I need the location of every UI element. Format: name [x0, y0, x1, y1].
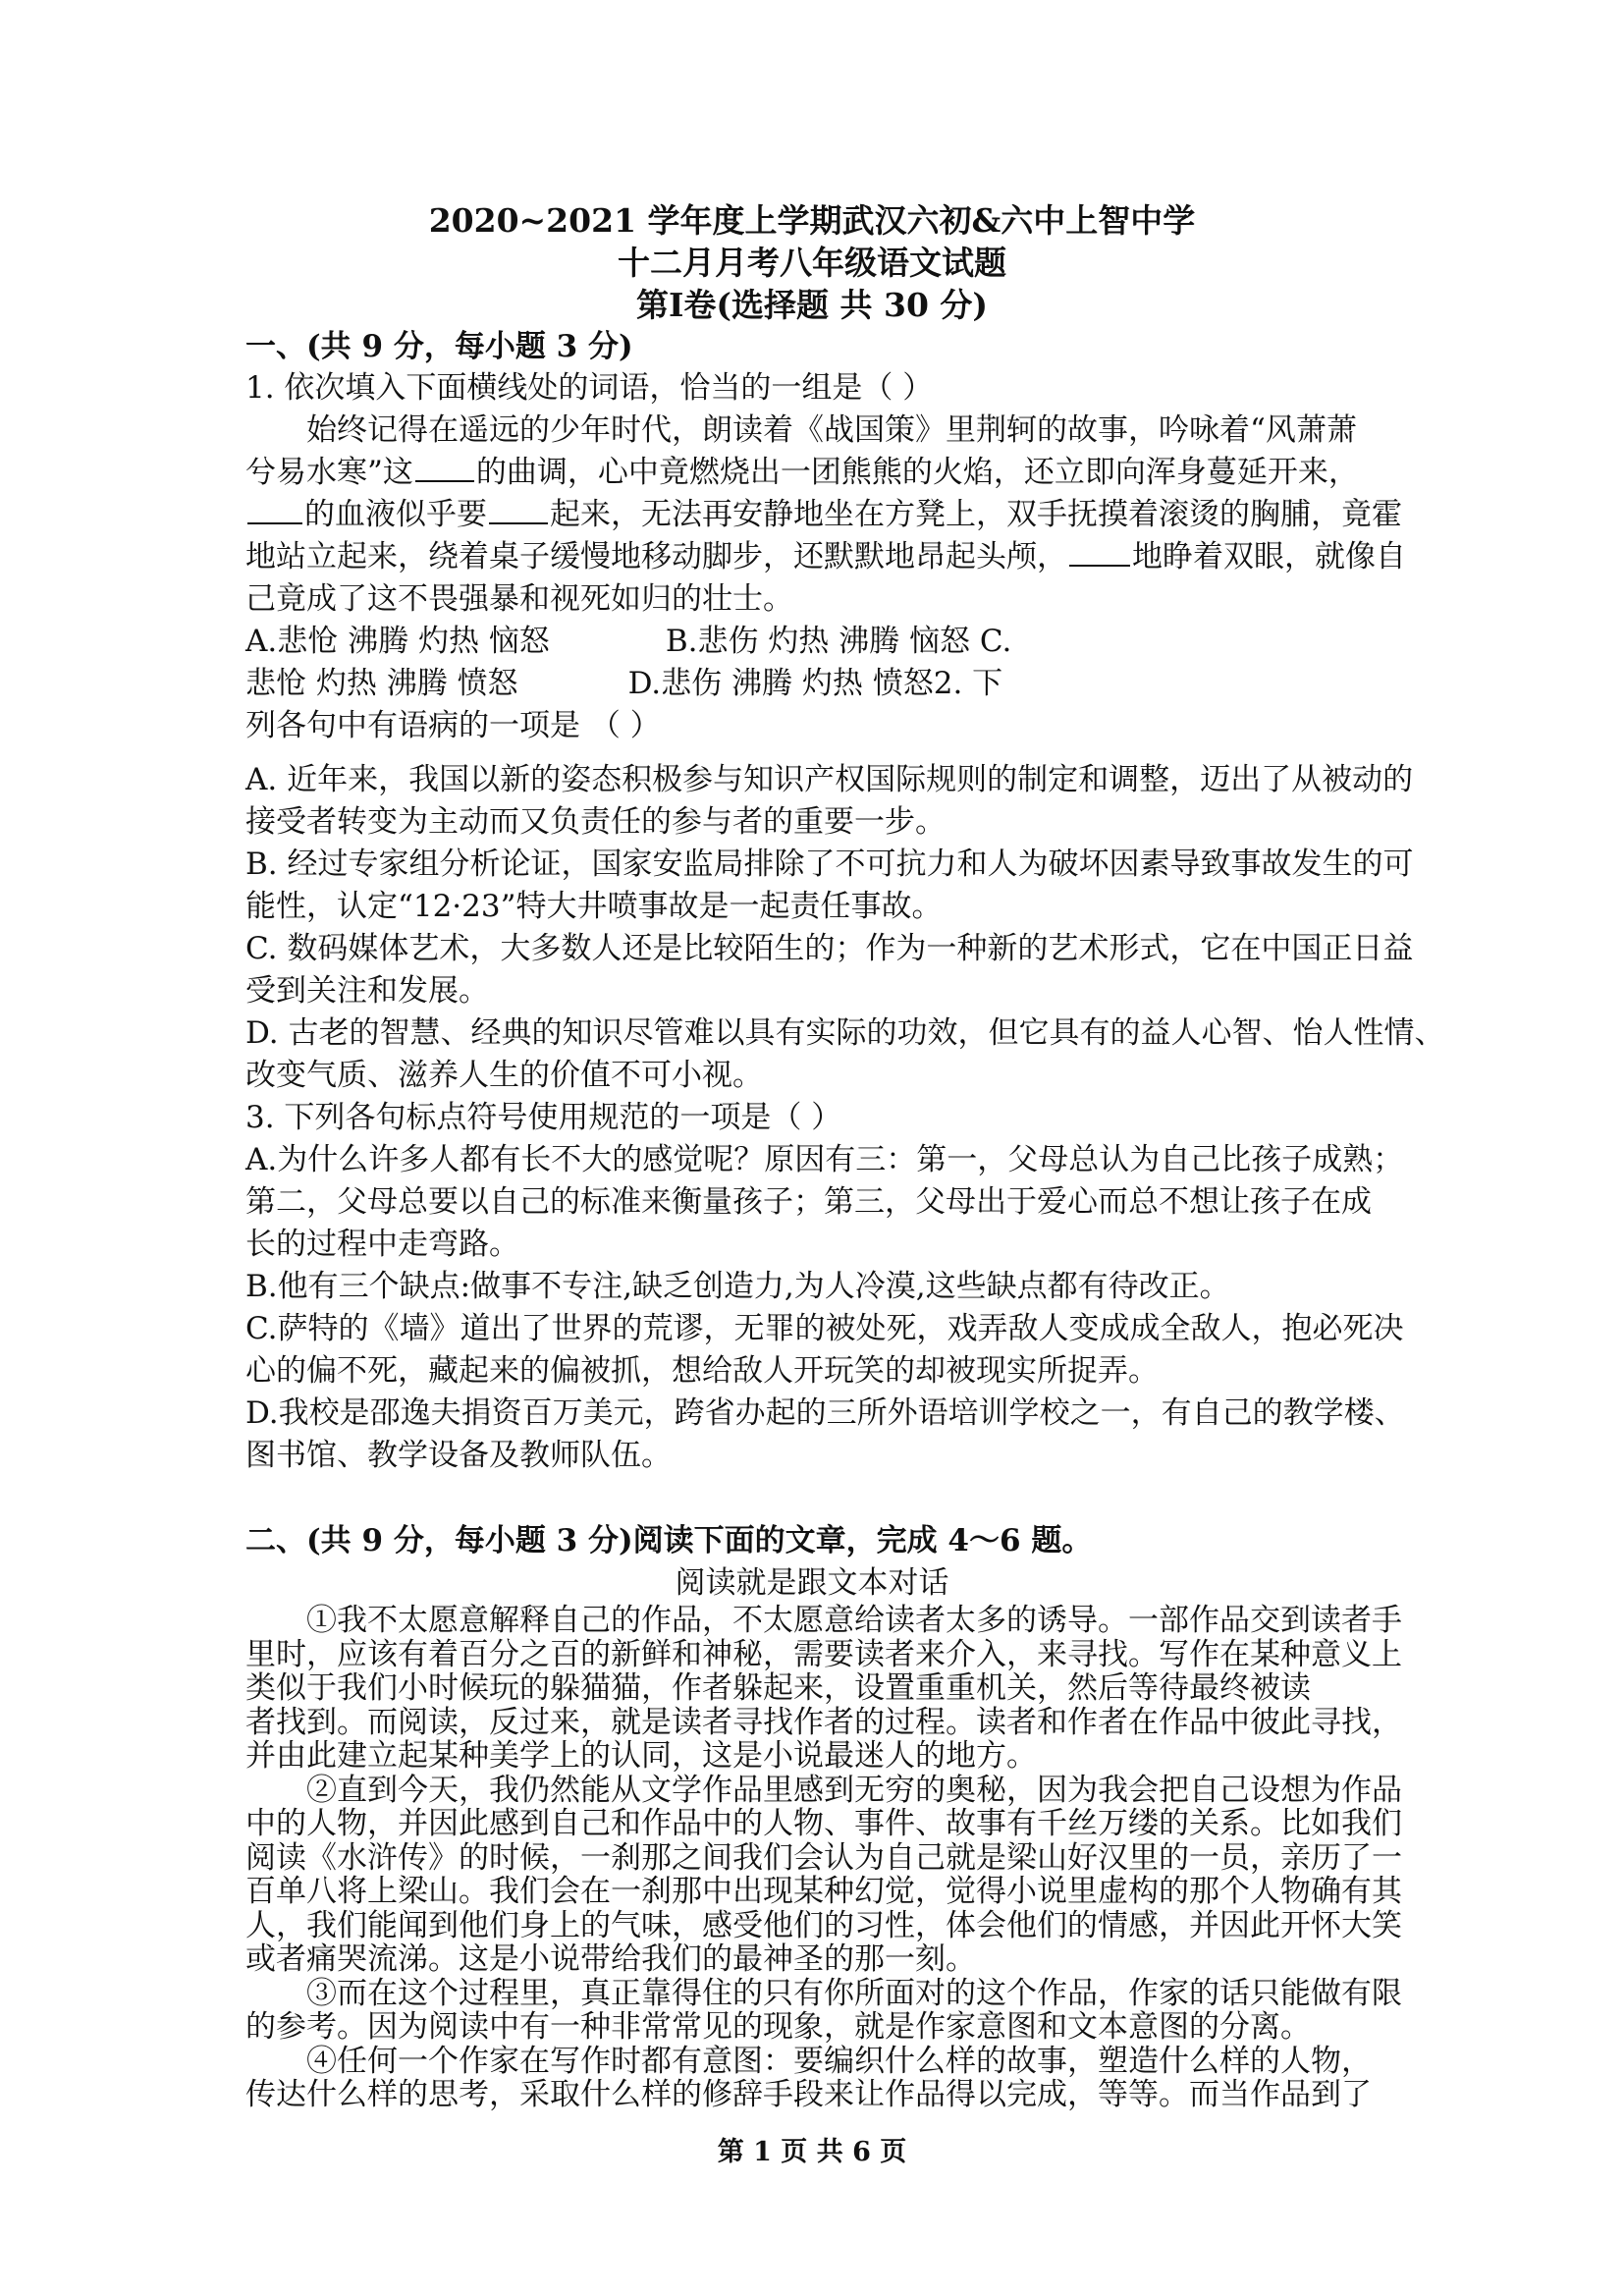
question-2-option-a: A. 近年来，我国以新的姿态积极参与知识产权国际规则的制定和调整，迈出了从被动的 [245, 762, 1414, 797]
article-paragraph-3-line: 的参考。因为阅读中有一种非常常见的现象，就是作家意图和文本意图的分离。 [245, 2009, 1311, 2045]
question-3-stem: 3. 下列各句标点符号使用规范的一项是（ ） [245, 1100, 842, 1135]
article-paragraph-4-line: ④任何一个作家在写作时都有意图：要编织什么样的故事，塑造什么样的人物， [306, 2043, 1372, 2079]
fill-blank [1069, 535, 1130, 567]
passage-text: 的血液似乎要 [304, 497, 487, 532]
article-paragraph-1-line: ①我不太愿意解释自己的作品，不太愿意给读者太多的诱导。一部作品交到读者手 [306, 1603, 1402, 1638]
question-3-option-a-cont: 第二，父母总要以自己的标准来衡量孩子；第三，父母出于爱心而总不想让孩子在成 [245, 1184, 1372, 1220]
article-paragraph-2-line: 中的人物，并因此感到自己和作品中的人物、事件、故事有千丝万缕的关系。比如我们 [245, 1806, 1402, 1841]
article-paragraph-2-line: 百单八将上梁山。我们会在一刹那中出现某种幻觉，觉得小说里虚构的那个人物确有其 [245, 1874, 1402, 1909]
passage-text: 兮易水寒”这 [245, 455, 413, 490]
question-2-option-b: B. 经过专家组分析论证，国家安监局排除了不可抗力和人为破坏因素导致事故发生的可 [245, 847, 1414, 882]
page-number: 第 1 页 共 6 页 [717, 2137, 907, 2167]
article-paragraph-1-line: 者找到。而阅读，反过来，就是读者寻找作者的过程。读者和作者在作品中彼此寻找， [245, 1704, 1402, 1740]
option-a: A.悲怆 沸腾 灼热 恼怒 [245, 624, 550, 659]
article-paragraph-2-line: ②直到今天，我仍然能从文学作品里感到无穷的奥秘，因为我会把自己设想为作品 [306, 1772, 1402, 1808]
question-1-stem: 1. 依次填入下面横线处的词语，恰当的一组是（ ） [245, 370, 934, 406]
section-1-heading: 一、(共 9 分，每小题 3 分) [245, 329, 633, 364]
article-paragraph-1-line: 并由此建立起某种美学上的认同，这是小说最迷人的地方。 [245, 1738, 1037, 1774]
article-paragraph-3-line: ③而在这个过程里，真正靠得住的只有你所面对的这个作品，作家的话只能做有限 [306, 1975, 1402, 2011]
fill-blank [247, 493, 302, 524]
question-2-option-b-cont: 能性，认定“12·23”特大井喷事故是一起责任事故。 [245, 889, 943, 924]
question-2-option-d: D. 古老的智慧、经典的知识尽管难以具有实际的功效，但它具有的益人心智、怡人性情、 [245, 1015, 1445, 1051]
question-2-option-c: C. 数码媒体艺术，大多数人还是比较陌生的；作为一种新的艺术形式，它在中国正日益 [245, 931, 1414, 966]
question-1-passage-line: 己竟成了这不畏强暴和视死如归的壮士。 [245, 581, 793, 617]
question-3-option-d: D.我校是邵逸夫捐资百万美元，跨省办起的三所外语培训学校之一，有自己的教学楼、 [245, 1395, 1405, 1431]
passage-text: 地站立起来，绕着桌子缓慢地移动脚步，还默默地昂起头颅， [245, 539, 1067, 574]
passage-text: 起来，无法再安静地坐在方凳上，双手抚摸着滚烫的胸脯，竟霍 [550, 497, 1402, 532]
question-3-option-a: A.为什么许多人都有长不大的感觉呢？原因有三：第一，父母总认为自己比孩子成熟； [245, 1142, 1404, 1177]
question-1-passage-line: 始终记得在遥远的少年时代，朗读着《战国策》里荆轲的故事，吟咏着“风萧萧 [306, 412, 1357, 448]
article-paragraph-2-line: 人，我们能闻到他们身上的气味，感受他们的习性，体会他们的情感，并因此开怀大笑 [245, 1907, 1402, 1943]
question-3-option-c: C.萨特的《墙》道出了世界的荒谬，无罪的被处死，戏弄敌人变成成全敌人，抱必死决 [245, 1311, 1404, 1346]
option-d: D.悲伤 沸腾 灼热 愤怒2. 下 [627, 666, 1003, 701]
question-2-option-d-cont: 改变气质、滋养人生的价值不可小视。 [245, 1058, 763, 1093]
article-paragraph-1-line: 里时，应该有着百分之百的新鲜和神秘，需要读者来介入，来寻找。写作在某种意义上 [245, 1636, 1402, 1672]
article-paragraph-2-line: 阅读《水浒传》的时候，一刹那之间我们会认为自己就是梁山好汉里的一员，亲历了一 [245, 1839, 1402, 1876]
question-2-stem: 列各句中有语病的一项是 （ ） [245, 708, 661, 743]
exam-title-line-3: 第Ⅰ卷(选择题 共 30 分) [635, 286, 989, 324]
exam-title-line-1: 2020~2021 学年度上学期武汉六初&六中上智中学 [428, 201, 1196, 240]
question-2-option-c-cont: 受到关注和发展。 [245, 973, 489, 1009]
question-1-options-line [245, 662, 1002, 705]
article-paragraph-1-line: 类似于我们小时候玩的躲猫猫，作者躲起来，设置重重机关，然后等待最终被读 [245, 1670, 1311, 1706]
article-title: 阅读就是跟文本对话 [675, 1565, 949, 1601]
question-1-passage-line [245, 451, 1359, 494]
passage-text: 的曲调，心中竟燃烧出一团熊熊的火焰，还立即向浑身蔓延开来， [475, 455, 1359, 490]
article-paragraph-2-line: 或者痛哭流涕。这是小说带给我们的最神圣的那一刻。 [245, 1941, 976, 1977]
question-1-options-line [245, 620, 1011, 663]
question-2-option-a-cont: 接受者转变为主动而又负责任的参与者的重要一步。 [245, 804, 946, 840]
question-3-option-b: B.他有三个缺点:做事不专注,缺乏创造力,为人冷漠,这些缺点都有待改正。 [245, 1269, 1230, 1304]
question-1-passage-line [245, 535, 1406, 578]
exam-title-line-2: 十二月月考八年级语文试题 [618, 244, 1006, 282]
section-2-heading: 二、(共 9 分，每小题 3 分)阅读下面的文章，完成 4～6 题。 [245, 1523, 1093, 1558]
option-b: B.悲伤 灼热 沸腾 恼怒 C. [665, 624, 1012, 659]
question-3-option-a-cont: 长的过程中走弯路。 [245, 1227, 519, 1262]
passage-text: 地睁着双眼，就像自 [1132, 539, 1406, 574]
question-3-option-d-cont: 图书馆、教学设备及教师队伍。 [245, 1438, 672, 1473]
fill-blank [489, 493, 548, 524]
fill-blank [415, 451, 474, 482]
question-1-passage-line [245, 493, 1402, 536]
question-3-option-c-cont: 心的偏不死，藏起来的偏被抓，想给敌人开玩笑的却被现实所捉弄。 [245, 1353, 1159, 1389]
option-c: 悲怆 灼热 沸腾 愤怒 [245, 666, 518, 701]
article-paragraph-4-line: 传达什么样的思考，采取什么样的修辞手段来让作品得以完成，等等。而当作品到了 [245, 2077, 1372, 2112]
